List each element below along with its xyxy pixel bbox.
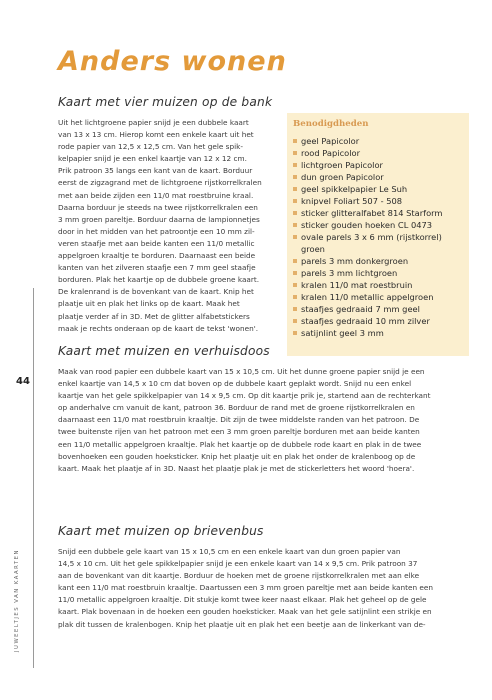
materials-item <box>293 231 467 243</box>
square-bullet-icon <box>293 199 297 203</box>
square-bullet-icon <box>293 211 297 215</box>
section-title-muizen-brievenbus: Kaart met muizen op brievenbus <box>58 524 264 538</box>
page-title: Anders wonen <box>58 46 287 77</box>
materials-item <box>293 303 467 315</box>
text-line: appelgroen kraaltje te borduren. Daarnaast een beide <box>58 251 256 261</box>
materials-item <box>293 291 467 303</box>
square-bullet-icon <box>293 331 297 335</box>
materials-item <box>293 159 467 171</box>
text-line: rode papier van 12,5 x 12,5 cm. Van het gele spik- <box>58 142 243 152</box>
text-line: De kralenrand is de bovenkant van de kaart. Knip het <box>58 287 254 297</box>
materials-item <box>293 279 467 291</box>
materials-item-label: knipvel Foliart 507 - 508 <box>301 196 403 206</box>
text-line: kaart. Plak bovenaan in de hoeken een gouden hoeksticker. Maak van het gele satijnlint een strikje en <box>58 607 432 617</box>
text-line: eerst de zigzagrand met de lichtgroene rijstkorrelkralen <box>58 178 262 188</box>
materials-item-label: sticker glitteralfabet 814 Starform <box>301 208 443 218</box>
text-line: daarnaast een 11/0 mat roestbruin kraaltje. Dit zijn de twee middelste randen van het patroon. De <box>58 415 420 425</box>
square-bullet-icon <box>293 223 297 227</box>
materials-item-label: rood Papicolor <box>301 148 361 158</box>
materials-item <box>293 183 467 195</box>
square-bullet-icon <box>293 319 297 323</box>
text-line: bovenhoeken een gouden hoeksticker. Knip het plaatje uit en plak het onder de kralenboog op de <box>58 451 416 461</box>
text-line: Prik patroon 35 langs een kant van de kaart. Borduur <box>58 166 253 176</box>
materials-item <box>293 171 467 183</box>
materials-item-label: geel spikkelpapier Le Suh <box>301 184 408 194</box>
materials-item <box>293 207 467 219</box>
text-line: 14,5 x 10 cm. Uit het gele spikkelpapier snijd je een enkele kaart van 14 x 9,5 cm. Prik patroon 37 <box>58 559 418 569</box>
square-bullet-icon <box>293 187 297 191</box>
square-bullet-icon <box>293 283 297 287</box>
margin-divider <box>33 288 34 668</box>
materials-item <box>293 315 467 327</box>
materials-list <box>293 135 467 339</box>
text-line: op anderhalve cm vanuit de kant, patroon 36. Borduur de rand met de groene rijstkorrelkralen en <box>58 403 415 413</box>
text-line: door in het midden van het patroontje een 10 mm zil- <box>58 226 255 236</box>
materials-item-label: lichtgroen Papicolor <box>301 160 383 170</box>
section-title-muizen-bank: Kaart met vier muizen op de bank <box>58 95 273 109</box>
square-bullet-icon <box>293 295 297 299</box>
text-line: plak dit tussen de kralenbogen. Knip het plaatje uit en plak het een beetje aan de linkerkant van de- <box>58 619 426 629</box>
materials-item-label: parels 3 mm lichtgroen <box>301 268 398 278</box>
materials-item <box>293 135 467 147</box>
text-line: plaatje uit en plak het links op de kaart. Maak het <box>58 299 240 309</box>
materials-item-label: staafjes gedraaid 10 mm zilver <box>301 316 430 326</box>
materials-item-label: dun groen Papicolor <box>301 172 384 182</box>
section-body-muizen-bank <box>58 117 280 335</box>
materials-item-label: kralen 11/0 mat roestbruin <box>301 280 413 290</box>
section-body-muizen-verhuisdoos <box>58 366 468 475</box>
text-line: Snijd een dubbele gele kaart van 15 x 10,5 cm en een enkele kaart van dun groen papier van <box>58 547 401 556</box>
materials-item <box>293 327 467 339</box>
square-bullet-icon <box>293 175 297 179</box>
text-line: Maak van rood papier een dubbele kaart van 15 x 10,5 cm. Uit het dunne groene papier snijd je een <box>58 367 425 376</box>
materials-item <box>293 195 467 207</box>
section-title-muizen-verhuisdoos: Kaart met muizen en verhuisdoos <box>58 344 270 358</box>
square-bullet-icon <box>293 235 297 239</box>
materials-item-label: staafjes gedraaid 7 mm geel <box>301 304 420 314</box>
text-line: Uit het lichtgroene papier snijd je een dubbele kaart <box>58 118 249 127</box>
square-bullet-icon <box>293 163 297 167</box>
materials-item-label: parels 3 mm donkergroen <box>301 256 409 266</box>
materials-item-label: groen <box>301 244 325 254</box>
materials-heading: Benodigdheden <box>293 119 369 129</box>
text-line: kant een 11/0 mat roestbruin kraaltje. Daartussen een 3 mm groen pareltje met aan beide kanten een <box>58 583 434 593</box>
square-bullet-icon <box>293 151 297 155</box>
text-line: kaart. Maak het plaatje af in 3D. Naast het plaatje plak je met de stickerletters het woord 'hoera'. <box>58 463 415 473</box>
materials-item-label: geel Papicolor <box>301 136 360 146</box>
section-body-muizen-brievenbus <box>58 546 468 631</box>
text-line: kaartje van het gele spikkelpapier van 14 x 9,5 cm. Op dit kaartje prik je, startend aan de rechterkant <box>58 391 431 401</box>
text-line: veren staafje met aan beide kanten een 11/0 metallic <box>58 238 255 248</box>
materials-item-label: ovale parels 3 x 6 mm (rijstkorrel) <box>301 232 442 242</box>
materials-item <box>293 267 467 279</box>
square-bullet-icon <box>293 259 297 263</box>
materials-item <box>293 147 467 159</box>
materials-item-label: sticker gouden hoeken CL 0473 <box>301 220 433 230</box>
text-line: maak je rechts onderaan op de kaart de tekst 'wonen'. <box>58 323 259 333</box>
text-line: aan de bovenkant van dit kaartje. Borduur de hoeken met de groene rijstkorrelkralen met aan elke <box>58 571 420 581</box>
text-line: een 11/0 metallic appelgroen kraaltje. Plak het kaartje op de dubbele rode kaart en plak in de twee <box>58 439 422 449</box>
text-line: borduren. Plak het kaartje op de dubbele groene kaart. <box>58 275 260 285</box>
materials-item <box>293 219 467 231</box>
materials-sidebar <box>287 113 469 356</box>
square-bullet-icon <box>293 139 297 143</box>
text-line: Daarna borduur je steeds na twee rijstkorrelkralen een <box>58 202 258 212</box>
square-bullet-icon <box>293 307 297 311</box>
text-line: 11/0 metallic appelgroen kraaltje. Dit stukje komt twee keer naast elkaar. Plak het geheel op de gele <box>58 595 427 605</box>
materials-item <box>293 243 467 255</box>
text-line: enkel kaartje van 14,5 x 10 cm dat boven op de dubbele kaart geplakt wordt. Snijd nu een enkel <box>58 379 412 389</box>
text-line: met aan beide zijden een 11/0 mat roestbruine kraal. <box>58 190 254 200</box>
text-line: kanten van het zilveren staafje een 7 mm geel staafje <box>58 263 256 273</box>
materials-item <box>293 255 467 267</box>
text-line: twee buitenste rijen van het patroon met een 3 mm groen pareltje borduren met aan beide kanten <box>58 427 420 437</box>
materials-item-label: satijnlint geel 3 mm <box>301 328 384 338</box>
text-line: van 13 x 13 cm. Hierop komt een enkele kaart uit het <box>58 130 254 140</box>
materials-item-label: kralen 11/0 metallic appelgroen <box>301 292 434 302</box>
text-line: 3 mm groen pareltje. Borduur daarna de lampionnetjes <box>58 214 260 224</box>
text-line: kelpapier snijd je een enkel kaartje van 12 x 12 cm. <box>58 154 247 164</box>
square-bullet-icon <box>293 271 297 275</box>
page-number: 44 <box>16 376 30 387</box>
running-footer: JUWEELTJES VAN KAARTEN <box>14 549 20 652</box>
text-line: plaatje verder af in 3D. Met de glitter alfabetstickers <box>58 311 250 321</box>
